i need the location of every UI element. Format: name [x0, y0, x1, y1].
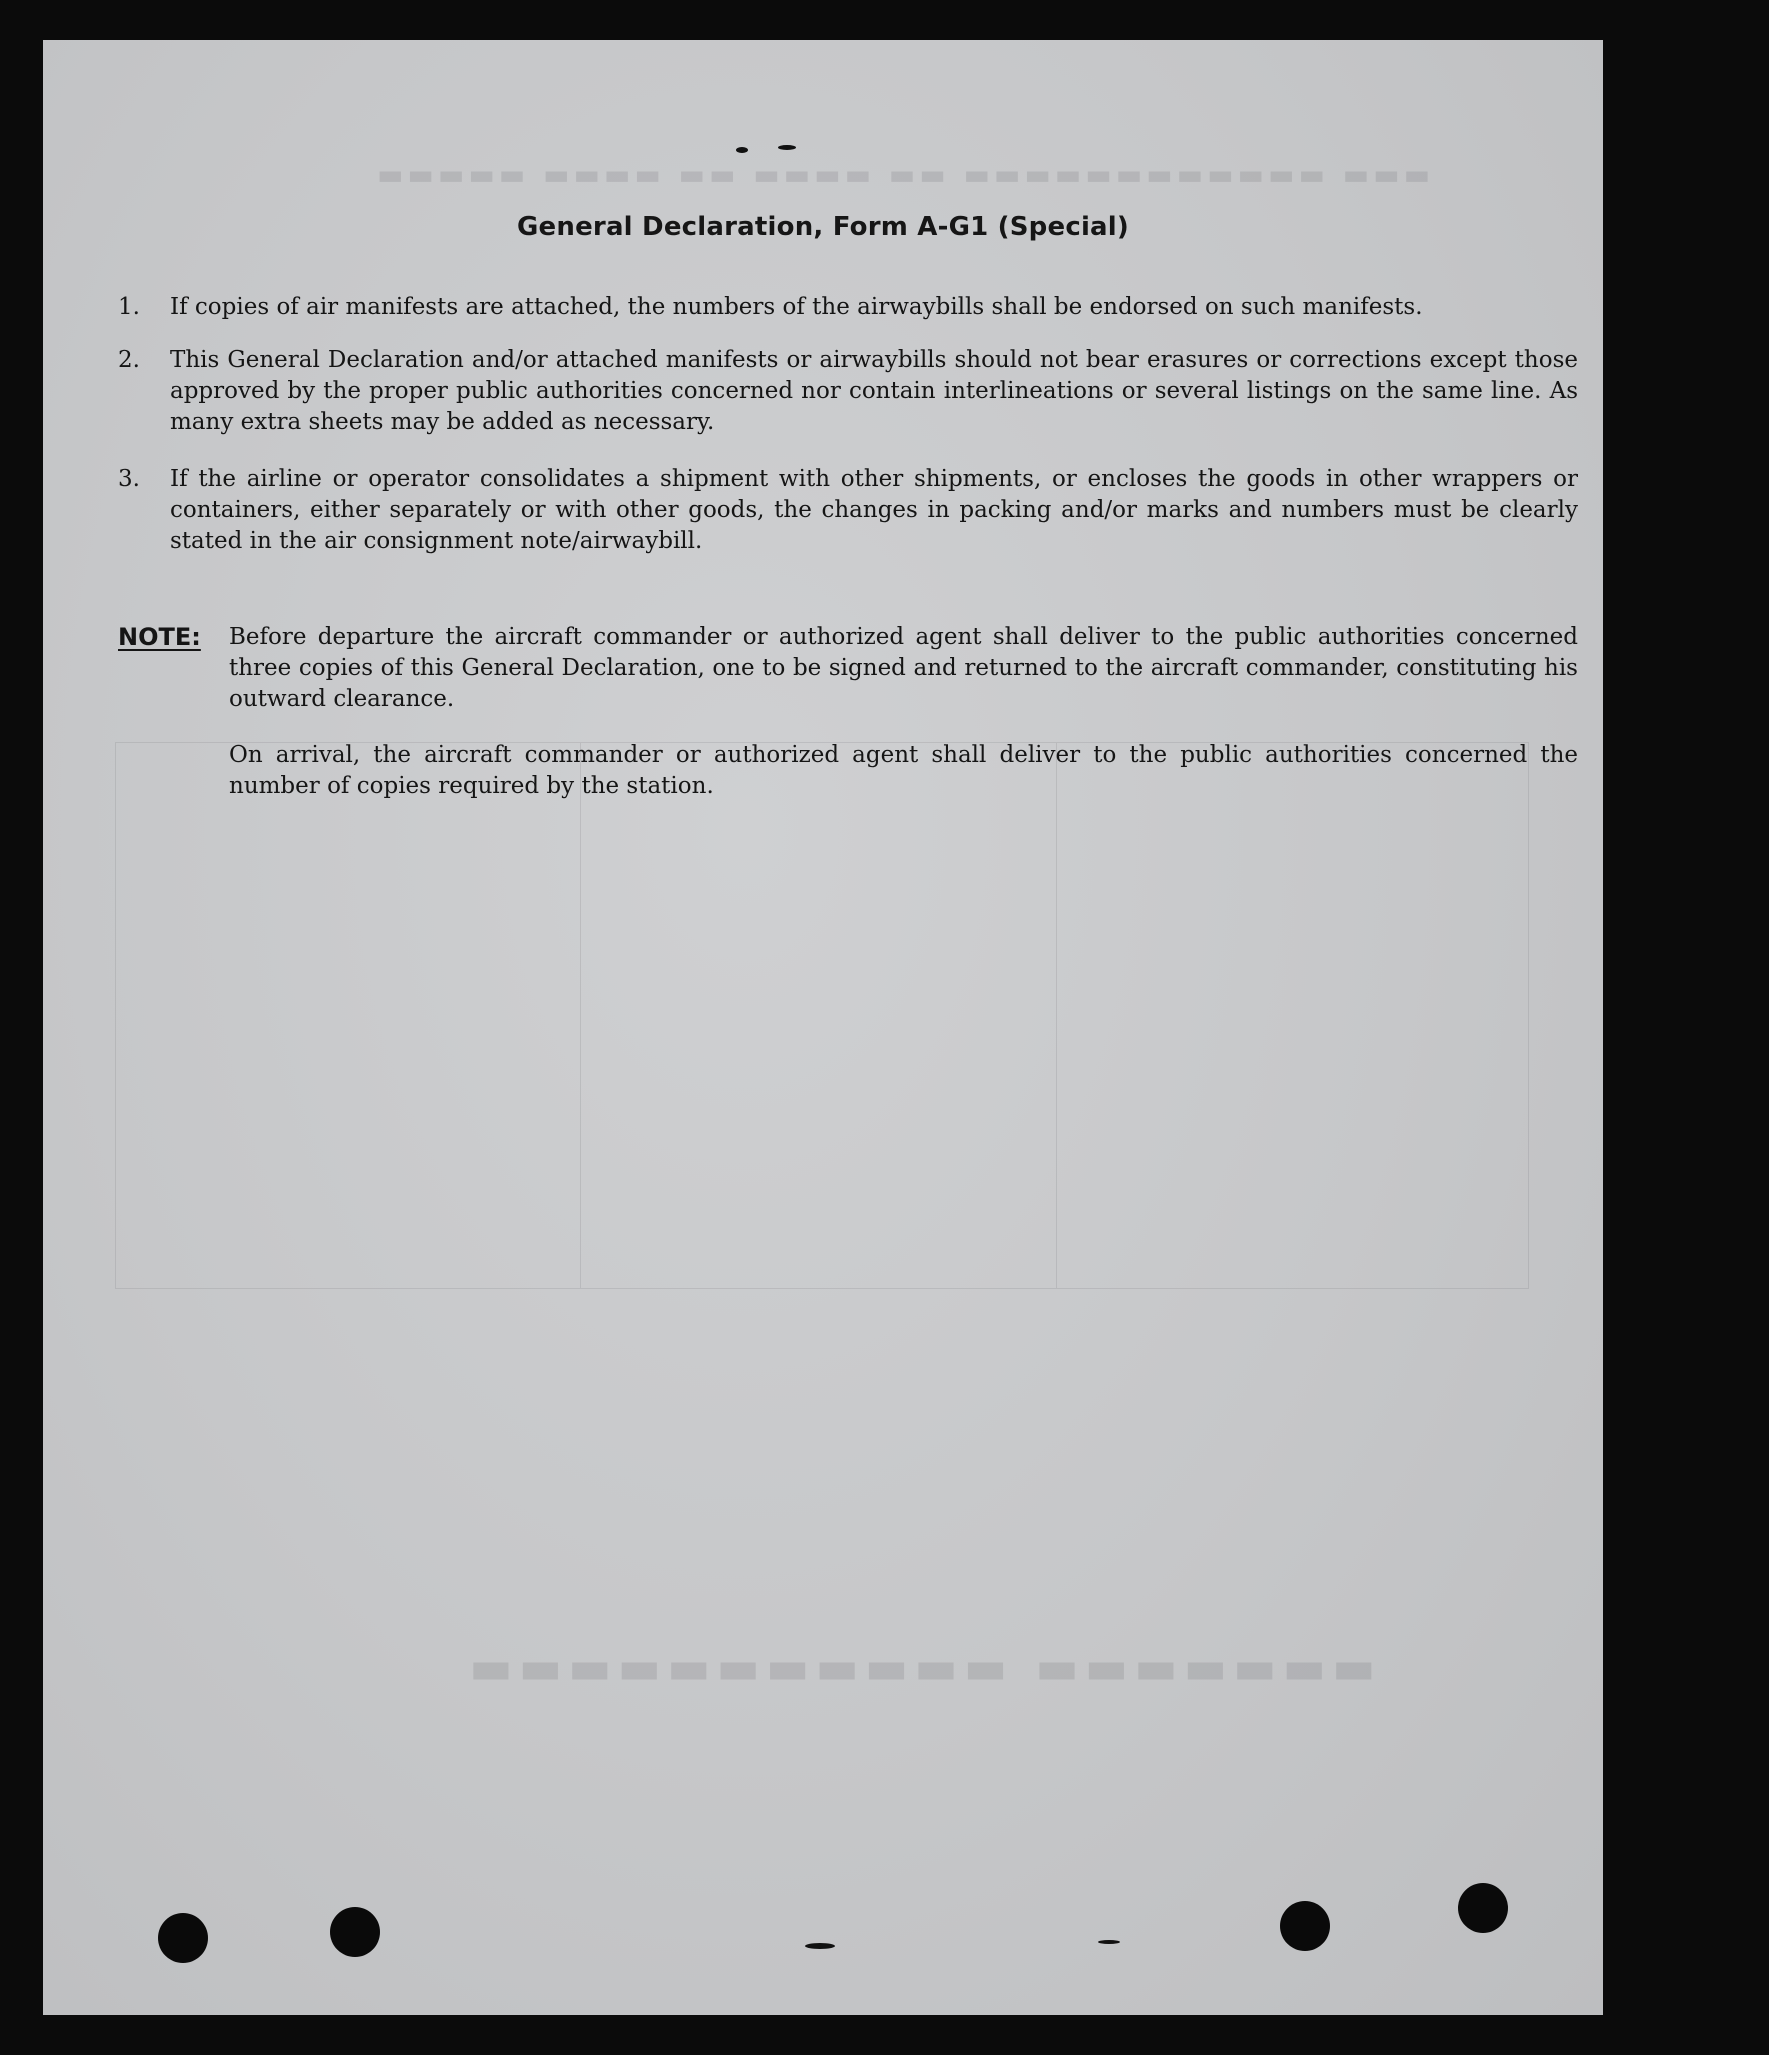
- list-item: [118, 345, 1578, 438]
- punch-hole: [1280, 1901, 1330, 1951]
- punch-hole: [1458, 1883, 1508, 1933]
- speck: [805, 1943, 835, 1949]
- document-page: [43, 40, 1603, 2015]
- list-item-number: 1.: [118, 294, 140, 320]
- speck: [778, 145, 796, 150]
- list-item: [118, 464, 1578, 557]
- bleed-through-line-1: ▬▬▬ ▬▬▬▬▬▬▬▬▬▬▬▬ ▬▬ ▬▬▬▬ ▬▬ ▬▬▬▬ ▬▬▬▬▬: [373, 158, 1431, 191]
- speck: [736, 147, 748, 153]
- list-item-number: 2.: [118, 347, 140, 373]
- list-item: [118, 292, 1578, 323]
- note-paragraph-2: On arrival, the aircraft commander or authorized agent shall deliver to the public authorities concerned the number of copies required by the station.: [229, 742, 1578, 799]
- list-item-text: If copies of air manifests are attached, the numbers of the airwaybills shall be endorsed on such manifests.: [170, 294, 1423, 320]
- speck: [1098, 1940, 1120, 1944]
- note-paragraph-1: Before departure the aircraft commander or authorized agent shall deliver to the public authorities concerned three copies of this General Declaration, one to be signed and returned to the aircraft commander, constituting his outward clearance.: [229, 624, 1578, 712]
- punch-hole: [330, 1907, 380, 1957]
- list-item-number: 3.: [118, 466, 140, 492]
- list-item-text: If the airline or operator consolidates a shipment with other shipments, or encloses the goods in other wrappers or containers, either separately or with other goods, the changes in packing and/or marks and numbers must be clearly stated in the air consignment note/airwaybill.: [170, 466, 1578, 554]
- punch-hole: [158, 1913, 208, 1963]
- bleed-through-table-divider: [580, 743, 581, 1288]
- list-item-text: This General Declaration and/or attached manifests or airwaybills should not bear erasures or corrections except those approved by the proper public authorities concerned nor contain interlineations or several listings on the same line. As many extra sheets may be added as necessary.: [170, 347, 1578, 435]
- bleed-through-heading: ▬▬▬▬▬▬▬ ▬▬▬▬▬▬▬▬▬▬▬: [463, 1640, 1376, 1694]
- bleed-through-table: [115, 742, 1529, 1289]
- page-title: General Declaration, Form A-G1 (Special): [517, 212, 1129, 242]
- note-label: NOTE:: [118, 623, 201, 651]
- bleed-through-table-divider: [1056, 743, 1057, 1288]
